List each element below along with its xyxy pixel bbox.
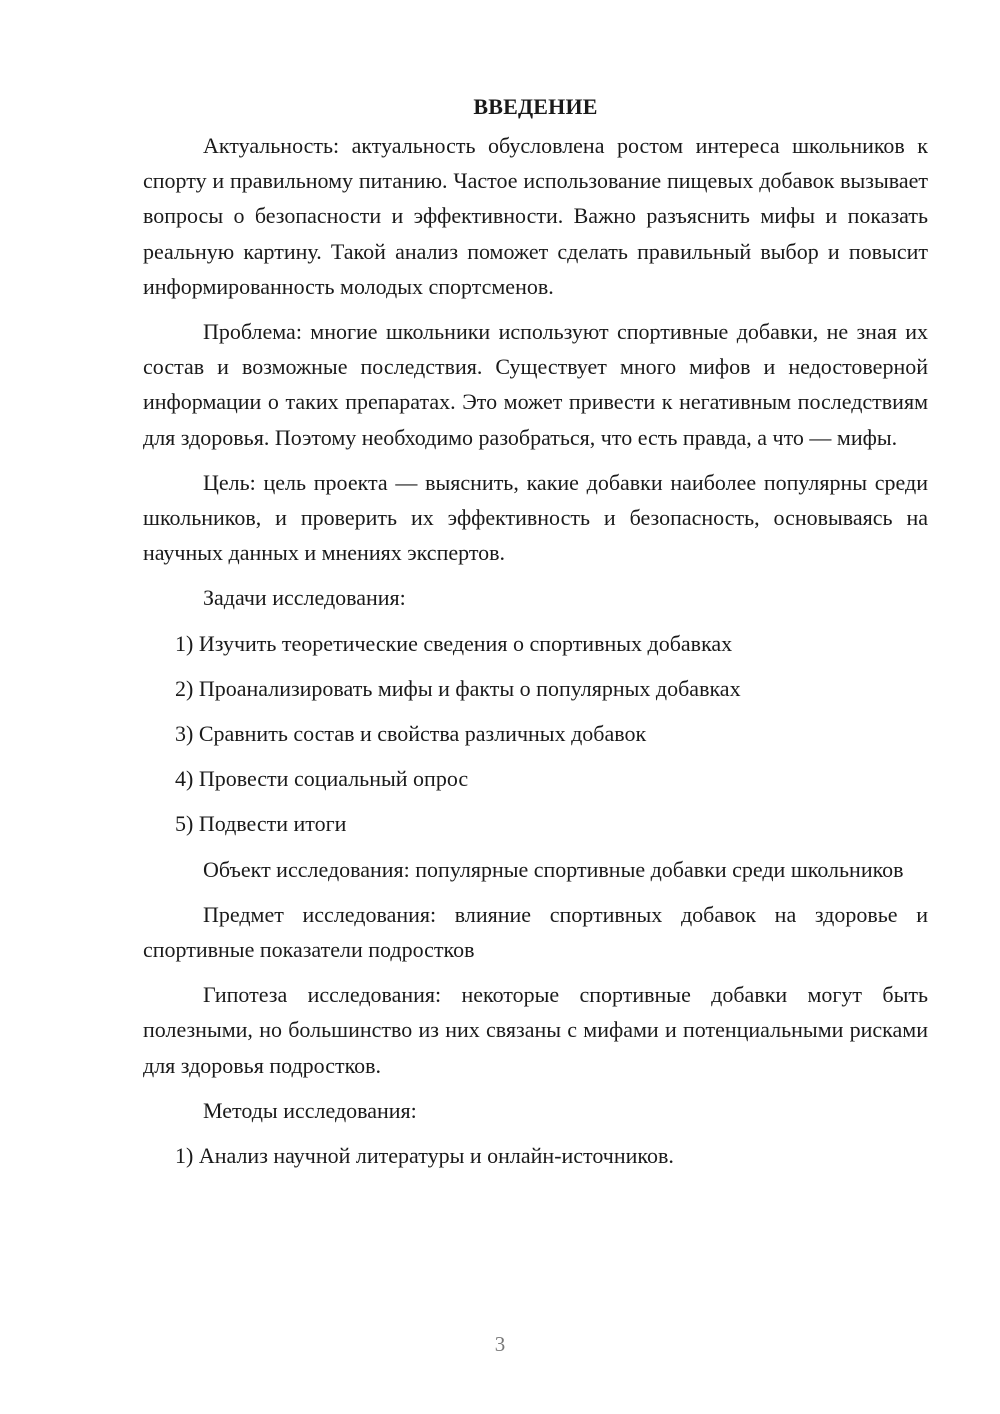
relevance-paragraph: Актуальность: актуальность обусловлена ростом интереса школьников к спорту и правильному питанию. Частое использование пищевых добавок вызывает вопросы о безопасности и эффективности. Важно разъяснить мифы и показать реальную картину. Такой анализ поможет сделать правильный выбор и повысит информированность молодых спортсменов. <box>143 133 928 299</box>
task-item: 2) Проанализировать мифы и факты о популярных добавках <box>175 675 741 701</box>
hypothesis-paragraph: Гипотеза исследования: некоторые спортивные добавки могут быть полезными, но большинство из них связаны с мифами и потенциальными рисками для здоровья подростков. <box>143 982 928 1078</box>
document-title: ВВЕДЕНИЕ <box>473 94 598 119</box>
page-number: 3 <box>494 1332 506 1356</box>
task-item: 5) Подвести итоги <box>175 811 347 837</box>
task-item: 3) Сравнить состав и свойства различных добавок <box>175 721 647 747</box>
tasks-heading: Задачи исследования: <box>203 585 406 611</box>
problem-paragraph: Проблема: многие школьники используют спортивные добавки, не зная их состав и возможные последствия. Существует много мифов и недостоверной информации о таких препаратах. Это может привести к негативным последствиям для здоровья. Поэтому необходимо разобраться, что есть правда, а что — мифы. <box>143 319 928 450</box>
task-item: 4) Провести социальный опрос <box>175 766 469 792</box>
tasks-list <box>143 626 928 842</box>
document-page <box>143 92 928 1183</box>
method-item: 1) Анализ научной литературы и онлайн-источников. <box>175 1143 674 1169</box>
goal-paragraph: Цель: цель проекта — выяснить, какие добавки наиболее популярны среди школьников, и проверить их эффективность и безопасность, основываясь на научных данных и мнениях экспертов. <box>143 469 928 566</box>
methods-heading: Методы исследования: <box>203 1097 417 1123</box>
methods-list <box>143 1138 928 1173</box>
task-item: 1) Изучить теоретические сведения о спортивных добавках <box>175 630 733 656</box>
object-paragraph: Объект исследования: популярные спортивные добавки среди школьников <box>203 856 904 882</box>
subject-paragraph: Предмет исследования: влияние спортивных добавок на здоровье и спортивные показатели подростков <box>143 901 928 963</box>
